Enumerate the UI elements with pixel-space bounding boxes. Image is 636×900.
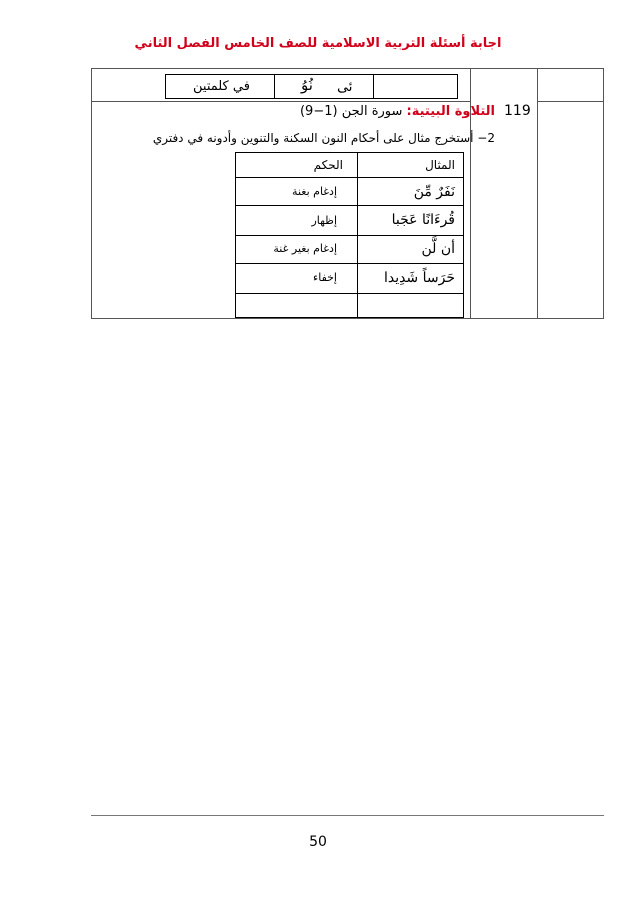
- top-row-cell-middle: نُوُ: [301, 76, 313, 94]
- table-cell-rule: إخفاء: [313, 271, 337, 284]
- item-number: 119: [504, 103, 531, 119]
- top-row-cell-right: ئى: [337, 79, 353, 95]
- table-cell-example: حَرَساً شَدِيدا: [383, 270, 455, 286]
- question-text: 2− أستخرج مثال على أحكام النون السكنة والتنوين وأدونه في دفتري: [152, 131, 495, 145]
- page-title: اجابة أسئلة التربية الاسلامية للصف الخامس الفصل الثاني: [134, 36, 502, 51]
- footer-divider: [91, 815, 604, 816]
- table-cell-rule: إدغام بغنة: [292, 185, 337, 198]
- table-cell-rule: إظهار: [311, 214, 337, 227]
- section-label: التلاوة البيتية:: [406, 104, 495, 119]
- table-column-divider: [537, 69, 538, 318]
- table-row-divider: [92, 101, 470, 102]
- top-row-box: [165, 74, 458, 99]
- section-text: سورة الجن (1−9): [299, 104, 403, 119]
- table-cell-example: قُرءَانًا عَجَبا: [391, 212, 455, 228]
- top-row-cell-left: في كلمتين: [193, 79, 250, 94]
- answers-table: [235, 152, 464, 318]
- section-heading: [300, 104, 495, 119]
- table-cell-example: أن لَّن: [421, 241, 455, 257]
- table-row-divider: [537, 101, 604, 102]
- page-number: 50: [309, 834, 327, 850]
- column-header-rule: الحكم: [313, 158, 343, 172]
- column-header-example: المثال: [425, 158, 455, 172]
- table-cell-rule: إدغام بغير غنة: [273, 242, 337, 255]
- table-cell-example: نَفَرٌ مِّنَ: [413, 184, 455, 200]
